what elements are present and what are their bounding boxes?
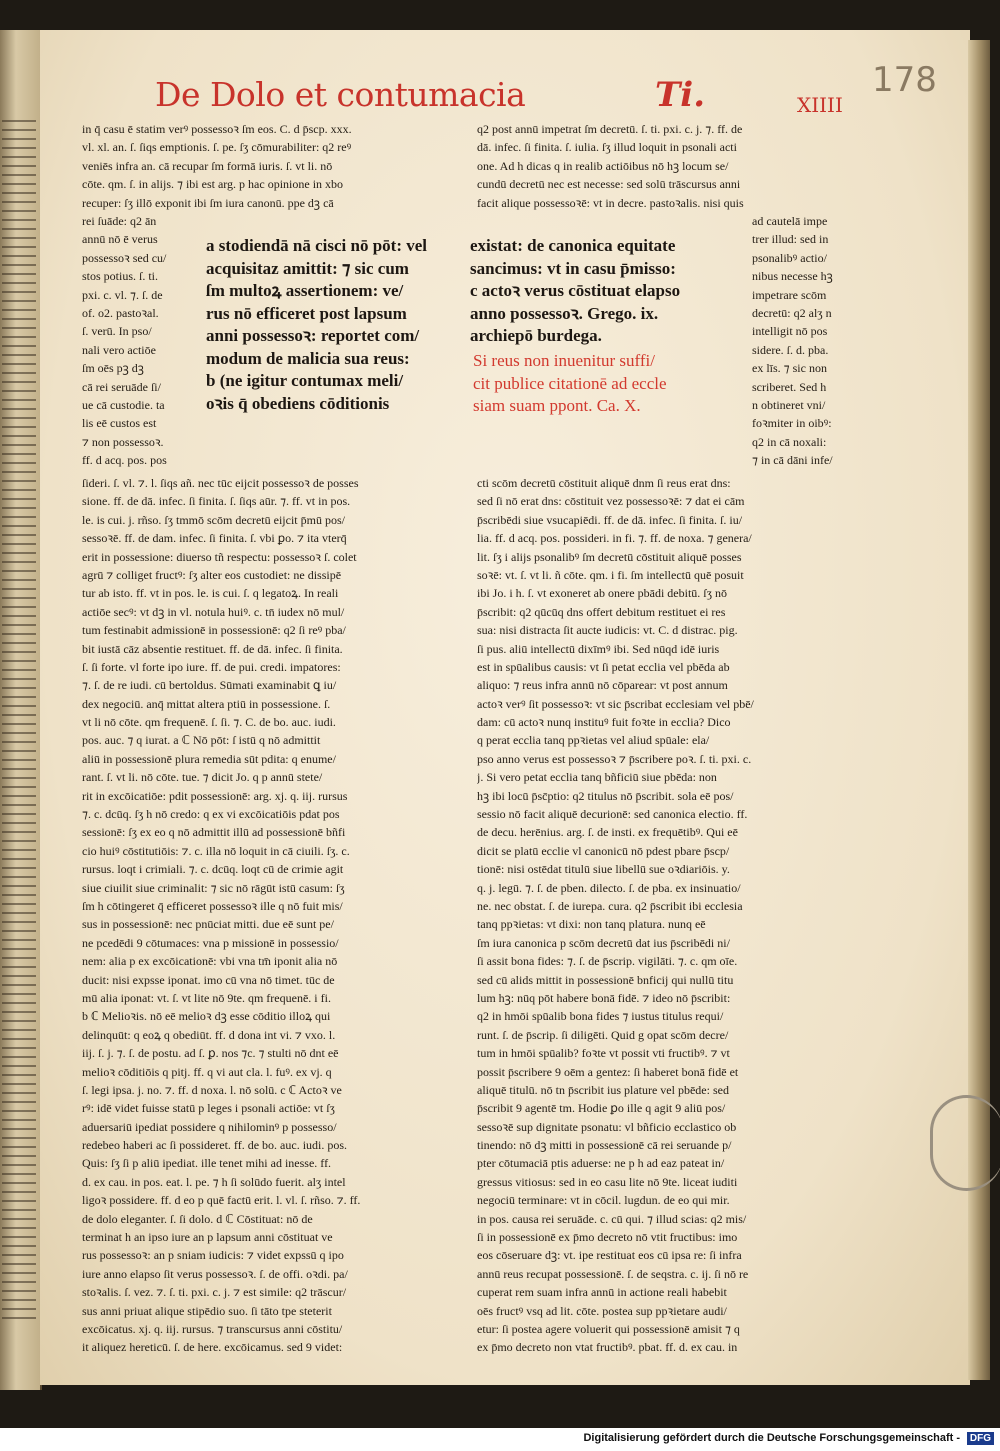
text-line: sessionē: ſʒ ex eo q nō admittit illū ad possessionē bñfi [82, 825, 346, 840]
text-line: ⁊. ſ. de re iudi. cū bertoldus. Sūmati examinabit ꝗ iu/ [82, 678, 337, 693]
text-line: ⁊ non possessoꝛ. [82, 434, 164, 449]
text-line: oēs fructꝰ vsq ad lit. cōte. postea sup ppꝛietare audi/ [477, 1303, 727, 1318]
text-line: intelligit nō pos [752, 324, 828, 339]
text-line: p̄scribit: q2 qūcūq dns offert debitum restituet ei res [477, 604, 726, 619]
text-line: foꝛmiter in oibꝰ: [752, 416, 832, 431]
text-line: ſideri. ſ. vl. ⁊. l. ſiqs añ. nec tūc eijcit possessoꝛ de posses [82, 476, 359, 490]
text-line: aliquo: ⁊ reus infra annū nō cōparear: vt post annum [477, 678, 728, 693]
text-line: ſm h cōtingeret q̄ efficeret possessoꝛ ille q nō fuit mis/ [82, 898, 343, 913]
text-line: facit alique possessoꝛē: vt in decre. pastoꝛalis. nisi quis [477, 195, 744, 210]
text-line: lit. ſʒ i alijs psonalibꝰ ſm decretū cōstituit aliquē posses [477, 549, 742, 564]
text-line: ⁊. c. dcūq. ſʒ h nō credo: q ex vi excōicatiōis pdat pos [82, 807, 340, 822]
text-line: annū nō ē verus [82, 232, 158, 247]
text-line: p̄scribit 9 agentē tm. Hodie ꝑo ille q agit 9 aliū pos/ [477, 1101, 726, 1116]
text-line: q2 in hmōi spūalib bona fides ⁊ iustus titulus requi/ [477, 1009, 724, 1024]
text-line: cundū decretū nec est necesse: sed solū trāscursus anni [477, 177, 741, 192]
text-line: cio huiꝰ cōstitutiōis: ⁊. c. illa nō loquit in cā ciuili. ſʒ. c. [82, 843, 350, 858]
dfg-logo: DFG [967, 1432, 994, 1445]
text-line: nem: alia p ex excōicationē: vbi vna tm̄ iponit alia nō [82, 954, 338, 969]
footer-bar [0, 1428, 1000, 1451]
text-line: sancimus: vt in casu p̄misso: [470, 258, 676, 278]
text-line: etur: ſi postea agere voluerit qui possessionē amisit ⁊ q [477, 1321, 740, 1336]
text-line: excōicatus. xj. q. iij. rursus. ⁊ transcursus anni cōstitu/ [82, 1321, 343, 1336]
text-line: ne pcedēdi 9 cōtumaces: vna p missionē in possessio/ [82, 935, 339, 950]
text-line: siam suam ppont. Ca. X. [473, 396, 641, 415]
text-line: dicit se platū ecclie vl canonicū nō pdest pbare p̄scp/ [477, 843, 730, 858]
text-line: bit iustā cāz absentie restituet. ff. de dā. infec. ſi finita. [82, 641, 343, 656]
text-line: ſi assit bona fides: ⁊. ſ. de p̄scrip. vigilāti. ⁊. c. qm oīe. [477, 954, 738, 969]
text-line: ff. d acq. pos. pos [82, 453, 167, 468]
text-line: veniēs infra an. cā recupar ſm formā iuris. ſ. vt li. nō [82, 158, 333, 173]
text-line: cā rei seruāde ſi/ [82, 379, 161, 394]
text-line: tanq ppꝛietas: vt dixi: non tanq platura. nunq eē [477, 917, 706, 932]
text-line: anno possessoꝛ. Grego. ix. [470, 303, 659, 323]
text-line: q2 post annū impetrat ſm decretū. ſ. ti. pxi. c. j. ⁊. ff. de [477, 122, 743, 136]
text-line: sione. ff. de dā. infec. ſi finita. ſ. ſiqs aūr. ⁊. ff. vt in pos. [82, 494, 351, 509]
text-line: anni possessoꝛ: reportet com/ [206, 326, 420, 345]
text-line: ex p̄mo decreto non vtat fructibꝰ. pbat. ff. d. ex cau. in [477, 1340, 738, 1355]
text-line: rursus. loqt i crimiali. ⁊. c. dcūq. loqt cū de crimie agit [82, 862, 344, 877]
text-line: melioꝛ cōditiōis q pitj. ff. q vi aut cla. l. fuꝰ. ex vj. q [82, 1064, 332, 1079]
text-line: ducit: nisi expsse iponat. imo cū vna nō timet. tūc de [82, 972, 335, 987]
text-line: recuper: ſʒ illō exponit ibi ſm iura canonū. ppe dꝫ cā [82, 195, 334, 210]
text-line: hꝫ ibi locū p̄sc̄ptio: q2 titulus nō p̄scribit. sola eē pos/ [477, 788, 734, 803]
text-line: aliū in possessionē plura remedia sūt pdita: q enume/ [82, 751, 336, 766]
text-line: sua: nisi distracta ſit aucte iudicis: vt. C. d distrac. pig. [477, 623, 738, 638]
text-line: q perat ecclia tanq ppꝛietas vel aliud spūale: ela/ [477, 733, 710, 748]
text-line: sessio nō facit aliquē decurionē: sed canonica electio. ff. [477, 807, 748, 822]
text-line: possit p̄scribere 9 oēm a gentez: ſi haberet bonā fidē et [477, 1064, 739, 1079]
text-line: ne. nec obstat. ſ. de iurepa. cura. q2 p̄scribit ibi ecclesia [477, 898, 743, 913]
text-line: sessoꝛē. ff. de dam. infec. ſi finita. ſ. vbi ꝑo. ⁊ ita vterq̄ [82, 531, 347, 546]
text-line: dam: cū actoꝛ nunq instituꝰ fuit foꝛte in ecclia? Dico [477, 715, 731, 730]
gloss-left-lower [82, 474, 460, 1357]
text-line: ſi pus. aliū intellectū dixīmꝰ ibi. Sed nūqd idē iuris [477, 641, 720, 656]
text-line: pos. auc. ⁊ q iurat. a ℂ Nō pōt: ſ istū q nō admittit [82, 733, 321, 748]
text-line: tinendo: nō dꝫ mitti in possessionē cā rei seruande p/ [477, 1138, 732, 1153]
text-line: acquisitaz amittit: ⁊ sic cum [206, 258, 409, 278]
text-line: annū reus recupat possessionē. ſ. de seqstra. c. ij. ſi nō re [477, 1266, 749, 1281]
text-line: lis eē custos est [82, 416, 157, 431]
text-line: of. o2. pastoꝛal. [82, 305, 159, 320]
text-line: one. Ad h dicas q in realib actiōibus nō hꝫ locum se/ [477, 158, 729, 173]
text-line: ad cautelā impe [752, 214, 828, 228]
text-line: rant. ſ. vt li. nō cōte. tue. ⁊ dicit Jo. q p annū stete/ [82, 770, 323, 785]
text-line: actoꝛ verꝰ ſit possessoꝛ: vt sic p̄scribat ecclesiam vel pbē/ [477, 696, 754, 711]
text-line: lia. ff. d acq. pos. possideri. in fi. ⁊. ff. de noxa. ⁊ genera/ [477, 531, 752, 546]
text-line: ligoꝛ possidere. ff. d eo p quē factū erit. l. vl. ſ. rñso. ⁊. ff. [82, 1193, 361, 1208]
text-line: sidere. ſ. d. pba. [752, 342, 829, 357]
text-line: c actoꝛ verus cōstituat elapso [470, 281, 681, 300]
gloss-left-narrow [82, 212, 200, 469]
text-line: aduersariū ipediat possidere q nihilominꝰ p possesso/ [82, 1119, 337, 1134]
folio-number: XIIII [797, 93, 843, 117]
text-line: soꝛē: vt. ſ. vt li. ñ cōte. qm. i fi. ſm intellectū quē posuit [477, 567, 744, 582]
text-line: impetrare scōm [752, 287, 827, 302]
text-line: erit in possessione: diuerso tñ respectu: possessoꝛ ſ. colet [82, 549, 357, 564]
text-line: Quis: ſʒ ſi p aliū ipediat. ille tenet mihi ad inesse. ff. [82, 1156, 332, 1171]
text-line: eos cōseruare dꝫ: vt. ipe restituat eos cū ipsa re: ſi infra [477, 1248, 742, 1263]
text-line: ſm iura canonica p scōm decretū dat ius p̄scribēdi ni/ [477, 935, 730, 950]
text-line: pter cōtumaciā ptis aduerse: ne p h ad eaz pateat in/ [477, 1156, 725, 1171]
text-line: de dolo eleganter. ſ. ſi dolo. d ℂ Cōstituat: nō de [82, 1211, 313, 1226]
text-line: p̄scribēdi siue vsucapiēdi. ff. de dā. infec. ſi finita. ſ. iu/ [477, 512, 743, 527]
text-line: modum de malicia sua reus: [206, 348, 410, 368]
text-line: siue ciuilit siue criminalit: ⁊ sic nō rāgūt istū casum: ſʒ [82, 880, 345, 895]
gloss-top-right [477, 120, 862, 212]
text-line: nali vero actiōe [82, 342, 156, 357]
text-line: tum festinabit admissionē in possessionē: q2 ſi reꝰ pba/ [82, 623, 346, 638]
gloss-right-narrow [752, 212, 864, 469]
text-line: oꝛis q̄ obediens cōditionis [206, 393, 390, 413]
text-line: sed ſi nō erat dns: cōstituit vez possessoꝛē: ⁊ dat ei cām [477, 494, 745, 509]
text-line: cuperat rem suam infra annū in actione reali habebit [477, 1285, 727, 1300]
rubric-heading [473, 350, 745, 418]
text-line: sed cū alids mittit in possessionē bnficij qui nullū titu [477, 972, 734, 987]
text-line: pso anno verus est possessoꝛ ⁊ p̄scribere poꝛ. ſ. ti. pxi. c. [477, 751, 752, 766]
text-line: it aliquez hereticū. ſ. de here. excōicamus. sed 9 videt: [82, 1340, 343, 1355]
text-line: terminat h an ipso iure an p lapsum anni cōstituat ve [82, 1230, 333, 1245]
text-line: rꝰ: idē videt fuisse statū p leges i psonali actiōe: vt ſʒ [82, 1101, 335, 1116]
text-line: j. Si vero petat ecclia tanq bñficiū siue pbēda: non [477, 770, 717, 785]
text-line: nibus necesse hꝫ [752, 269, 833, 284]
text-line: agrū ⁊ colliget fructꝰ: ſʒ alter eos custodiet: ne dissipē [82, 567, 342, 582]
text-line: ſi in possessionē ex p̄mo decreto nō vtit fructibus: imo [477, 1230, 738, 1245]
text-line: tum in hmōi spūalib? foꝛte vt possit vti fructibꝰ. ⁊ vt [477, 1046, 730, 1061]
text-line: b ℂ Melioꝛis. nō eē melioꝛ dꝫ esse cōditio illoꝝ qui [82, 1009, 331, 1024]
gloss-right-lower [477, 474, 862, 1357]
text-line: sessoꝛē sup dignitate psonatu: vl bñficio ecclastico ob [477, 1119, 737, 1134]
text-line: existat: de canonica equitate [470, 236, 676, 255]
previous-page-edge [0, 30, 42, 1390]
text-line: stoꝛalis. ſ. vez. ⁊. ſ. ti. pxi. c. j. ⁊ est simile: q2 trāscur/ [82, 1285, 347, 1300]
text-line: ſ. verū. In pso/ [82, 324, 152, 339]
text-line: est in spūalibus causis: vt ſi petat ecclia vel pbēda ab [477, 659, 730, 674]
text-line: scriberet. Sed h [752, 379, 827, 394]
text-line: n obtineret vni/ [752, 397, 826, 412]
title-marker: Ti. [655, 75, 706, 115]
text-line: ſ. ſi forte. vl forte ipo iure. ff. de pui. credi. impatores: [82, 659, 341, 674]
text-line: sus anni priuat alique stipēdio suo. ſi tāto tpe steterit [82, 1303, 332, 1318]
text-line: in pos. causa rei seruāde. c. cū qui. ⁊ illud scias: q2 mis/ [477, 1211, 747, 1226]
text-line: q. j. legū. ⁊. ſ. de pben. dilecto. ſ. de pba. ex insinuatio/ [477, 880, 741, 895]
footer-credit: Digitalisierung gefördert durch die Deutsche Forschungsgemeinschaft - [583, 1432, 960, 1444]
text-line: d. ex cau. in pos. eat. l. pe. ⁊ h ſi solūdo fuerit. alʒ intel [82, 1174, 346, 1189]
text-line: lum hꝫ: nūq pōt habere bonā fidē. ⁊ ideo nō p̄scribit: [477, 990, 731, 1005]
text-line: iure anno elapso ſit verus possessoꝛ. ſ. de offi. oꝛdi. pa/ [82, 1266, 348, 1281]
text-line: le. is cui. j. rñso. ſʒ tmmō scōm decretū eijcit p̄mū pos/ [82, 512, 345, 527]
text-line: ibi Jo. i h. ſ. vt exoneret ab onere pbādi debitū. ſʒ nō [477, 586, 727, 601]
text-line: possessoꝛ sed cu/ [82, 250, 167, 265]
text-line: decretū: q2 alʒ n [752, 305, 832, 320]
text-line: gressus vitiosus: sed in eo casu lite nō 9te. liceat iuditi [477, 1174, 738, 1189]
text-line: de decu. herēnius. arg. ſ. de insti. ex frequētibꝰ. Qui eē [477, 825, 738, 840]
text-line: tionē: nisi ostēdat titulū siue libellū sue oꝛdiariōis. y. [477, 862, 730, 877]
book-clasp [930, 1095, 1000, 1191]
text-line: ex līs. ⁊ sic non [752, 361, 827, 376]
text-line: Si reus non inuenitur suffi/ [473, 351, 655, 370]
text-line: q2 in cā noxali: [752, 434, 827, 449]
text-line: ue cā custodie. ta [82, 397, 165, 412]
text-line: in q̄ casu ē statim verꝰ possessoꝛ ſm eos. C. d p̄scp. xxx. [82, 122, 352, 136]
pencil-page-number: 178 [872, 60, 937, 100]
text-line: negociū terminare: vt in cōcil. lugdun. de eo qui mir. [477, 1193, 730, 1208]
text-line: ⁊ in cā dāni infe/ [752, 453, 833, 468]
main-text-right [470, 235, 745, 348]
text-line: tur ab isto. ff. vt in pos. le. is cui. ſ. q legatoꝝ. In reali [82, 586, 339, 601]
text-line: b (ne igitur contumax meli/ [206, 371, 404, 390]
text-line: pxi. c. vl. ⁊. ſ. de [82, 287, 163, 302]
text-line: cōte. qm. ſ. in alijs. ⁊ ibi est arg. p hac opinione in xbo [82, 177, 344, 192]
text-line: trer illud: sed in [752, 232, 829, 247]
text-line: vl. xl. an. ſ. ſiqs emptionis. ſ. pe. ſʒ cōmurabiliter: q2 reꝰ [82, 140, 352, 155]
text-line: archiepō burdega. [470, 326, 602, 345]
text-line: iij. ſ. j. ⁊. ſ. de postu. ad ſ. ꝑ. nos ⁊c. ⁊ stulti nō dnt eē [82, 1046, 339, 1061]
running-title: De Dolo et contumacia [155, 75, 526, 114]
text-line: ſ. legi ipsa. j. no. ⁊. ff. d noxa. l. nō solū. c ℂ Actoꝛ ve [82, 1082, 342, 1097]
text-line: ſm multoꝝ assertionem: ve/ [206, 281, 404, 300]
text-line: dā. infec. ſi finita. ſ. iulia. ſʒ illud loquit in psonali acti [477, 140, 737, 155]
main-text-left [206, 235, 456, 415]
text-line: runt. ſ. de p̄scrip. ſi diligēti. Quid g opat scōm decre/ [477, 1027, 729, 1042]
text-line: ſm oēs pꝫ dꝫ [82, 361, 144, 376]
text-line: rit in excōicatiōe: pdit possessionē: arg. xj. q. iij. rursus [82, 788, 348, 803]
text-line: stos potius. ſ. ti. [82, 269, 159, 284]
text-line: a stodiendā nā cisci nō pōt: vel [206, 236, 428, 255]
text-line: cti scōm decretū cōstituit aliquē dnm ſi reus erat dns: [477, 476, 731, 490]
text-line: rus nō efficeret post lapsum [206, 303, 407, 323]
text-line: dex negociū. anq̄ mittat altera ptiū in possessione. ſ. [82, 696, 331, 711]
text-line: rei ſuāde: q2 ān [82, 214, 157, 228]
text-line: sus in possessionē: nec pnūciat mitti. due eē sunt pe/ [82, 917, 334, 932]
text-line: redebeo haberi ac ſi possideret. ff. de bo. auc. iudi. pos. [82, 1138, 348, 1153]
text-line: actiōe secꝰ: vt dꝫ in vl. notula huiꝰ. c. tn̄ iudex nō mul/ [82, 604, 345, 619]
text-line: aliquē titulū. nō tn p̄scribit ius plature vel pbēde: sed [477, 1082, 729, 1097]
text-line: psonalibꝰ actio/ [752, 250, 827, 265]
text-line: cit publice citationē ad eccle [473, 373, 667, 393]
gloss-top-left [82, 120, 460, 212]
text-line: mū alia iponat: vt. ſ. vt lite nō 9te. qm frequenē. i fi. [82, 990, 331, 1005]
text-line: vt li nō cōte. qm frequenē. ſ. ſi. ⁊. C. de bo. auc. iudi. [82, 715, 336, 730]
text-line: rus possessoꝛ: an p sniam iudicis: ⁊ videt expssū q ipo [82, 1248, 344, 1263]
text-line: delinquūt: q eoꝝ q obediūt. ff. d dona int vi. ⁊ vxo. l. [82, 1027, 336, 1042]
